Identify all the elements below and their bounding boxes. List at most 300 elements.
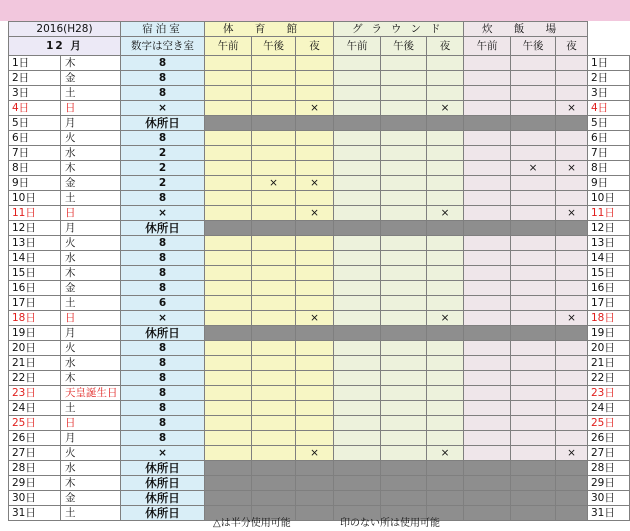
slot-cell <box>334 431 381 446</box>
table-row <box>9 506 630 521</box>
lodging-availability-cell: 8 <box>121 266 205 281</box>
slot-cell <box>296 491 334 506</box>
date-cell-right: 18日 <box>588 311 630 326</box>
lodging-availability-cell: 8 <box>121 416 205 431</box>
slot-cell <box>556 71 588 86</box>
date-cell-right: 25日 <box>588 416 630 431</box>
lodging-availability-cell: 休所日 <box>121 461 205 476</box>
weekday-cell: 火 <box>61 131 121 146</box>
lodging-availability-cell: 2 <box>121 161 205 176</box>
weekday-cell: 火 <box>61 236 121 251</box>
slot-cell <box>334 146 381 161</box>
slot-cell <box>252 296 296 311</box>
slot-cell <box>511 401 556 416</box>
slot-cell <box>511 431 556 446</box>
date-cell-right: 11日 <box>588 206 630 221</box>
slot-cell <box>464 341 511 356</box>
date-cell-right: 9日 <box>588 176 630 191</box>
table-row <box>9 326 630 341</box>
slot-cell <box>511 251 556 266</box>
slot-cell <box>556 326 588 341</box>
slot-cell <box>556 251 588 266</box>
slot-cell <box>252 461 296 476</box>
footer-note-free: 印のない所は使用可能 <box>340 518 440 529</box>
slot-cell <box>252 236 296 251</box>
lodging-availability-cell: × <box>121 446 205 461</box>
slot-cell <box>427 476 464 491</box>
slot-cell <box>334 161 381 176</box>
lodging-title: 宿泊室 <box>121 22 205 37</box>
slot-cell <box>205 146 252 161</box>
weekday-cell: 日 <box>61 416 121 431</box>
slot-cell <box>427 56 464 71</box>
slot-cell <box>427 416 464 431</box>
date-cell-right: 8日 <box>588 161 630 176</box>
slot-cell <box>427 71 464 86</box>
slot-cell <box>464 431 511 446</box>
slot-cell <box>381 116 427 131</box>
slot-cell <box>205 296 252 311</box>
lodging-availability-cell: × <box>121 101 205 116</box>
slot-cell <box>252 326 296 341</box>
slot-cell <box>464 191 511 206</box>
top-band <box>0 0 630 21</box>
date-cell: 18日 <box>9 311 61 326</box>
slot-cell <box>556 191 588 206</box>
slot-cell <box>296 56 334 71</box>
slot-cell <box>381 101 427 116</box>
date-cell: 4日 <box>9 101 61 116</box>
slot-cell <box>556 176 588 191</box>
date-cell: 11日 <box>9 206 61 221</box>
date-cell-right: 23日 <box>588 386 630 401</box>
date-cell: 10日 <box>9 191 61 206</box>
table-row <box>9 311 630 326</box>
table-row <box>9 296 630 311</box>
slot-cell <box>511 296 556 311</box>
table-row <box>9 131 630 146</box>
slot-cell <box>334 491 381 506</box>
blank-corner-2 <box>588 37 630 56</box>
slot-cell <box>464 416 511 431</box>
date-cell-right: 21日 <box>588 356 630 371</box>
ground-night-header: 夜 <box>427 37 464 56</box>
date-cell-right: 13日 <box>588 236 630 251</box>
slot-cell <box>334 341 381 356</box>
date-cell: 13日 <box>9 236 61 251</box>
cooking-pm-header: 午後 <box>511 37 556 56</box>
slot-cell <box>464 281 511 296</box>
slot-cell <box>511 221 556 236</box>
slot-cell <box>464 86 511 101</box>
date-cell-right: 28日 <box>588 461 630 476</box>
date-cell: 23日 <box>9 386 61 401</box>
slot-cell <box>464 71 511 86</box>
slot-cell <box>381 56 427 71</box>
slot-cell <box>334 461 381 476</box>
date-cell: 12日 <box>9 221 61 236</box>
slot-cell <box>252 416 296 431</box>
slot-cell <box>427 176 464 191</box>
slot-cell <box>464 326 511 341</box>
slot-cell <box>334 401 381 416</box>
lodging-availability-cell: 2 <box>121 176 205 191</box>
slot-cell <box>511 116 556 131</box>
slot-cell: × <box>556 311 588 326</box>
weekday-cell: 木 <box>61 266 121 281</box>
slot-cell <box>511 386 556 401</box>
slot-cell <box>334 236 381 251</box>
slot-cell <box>381 176 427 191</box>
slot-cell <box>252 251 296 266</box>
slot-cell <box>511 266 556 281</box>
slot-cell <box>205 56 252 71</box>
slot-cell <box>556 386 588 401</box>
slot-cell <box>252 56 296 71</box>
date-cell: 5日 <box>9 116 61 131</box>
slot-cell <box>381 221 427 236</box>
slot-cell <box>252 131 296 146</box>
slot-cell <box>556 296 588 311</box>
date-cell: 24日 <box>9 401 61 416</box>
date-cell: 9日 <box>9 176 61 191</box>
lodging-availability-cell: 8 <box>121 131 205 146</box>
slot-cell <box>296 221 334 236</box>
slot-cell <box>427 281 464 296</box>
lodging-availability-cell: 8 <box>121 281 205 296</box>
footer-note-half: △は半分使用可能 <box>213 518 291 529</box>
slot-cell <box>205 71 252 86</box>
slot-cell <box>511 176 556 191</box>
date-cell-right: 29日 <box>588 476 630 491</box>
table-row <box>9 206 630 221</box>
slot-cell <box>381 251 427 266</box>
slot-cell <box>427 356 464 371</box>
slot-cell <box>205 161 252 176</box>
slot-cell <box>427 116 464 131</box>
slot-cell <box>296 461 334 476</box>
slot-cell <box>381 491 427 506</box>
weekday-cell: 金 <box>61 71 121 86</box>
slot-cell <box>205 326 252 341</box>
slot-cell <box>252 161 296 176</box>
date-cell-right: 31日 <box>588 506 630 521</box>
weekday-cell: 木 <box>61 161 121 176</box>
lodging-availability-cell: 休所日 <box>121 491 205 506</box>
cooking-am-header: 午前 <box>464 37 511 56</box>
table-row <box>9 101 630 116</box>
slot-cell <box>427 431 464 446</box>
slot-cell <box>334 476 381 491</box>
date-cell: 2日 <box>9 71 61 86</box>
slot-cell <box>252 311 296 326</box>
table-row <box>9 251 630 266</box>
slot-cell <box>511 71 556 86</box>
date-cell: 8日 <box>9 161 61 176</box>
slot-cell <box>556 416 588 431</box>
lodging-note: 数字は空き室 <box>121 37 205 56</box>
slot-cell <box>556 341 588 356</box>
slot-cell: × <box>556 446 588 461</box>
ground-am-header: 午前 <box>334 37 381 56</box>
slot-cell <box>381 191 427 206</box>
table-row <box>9 401 630 416</box>
gym-am-header: 午前 <box>205 37 252 56</box>
slot-cell <box>296 341 334 356</box>
slot-cell <box>511 416 556 431</box>
date-cell-right: 4日 <box>588 101 630 116</box>
table-row <box>9 476 630 491</box>
slot-cell <box>252 86 296 101</box>
slot-cell <box>205 101 252 116</box>
slot-cell <box>464 386 511 401</box>
date-cell: 3日 <box>9 86 61 101</box>
table-row <box>9 221 630 236</box>
slot-cell <box>381 461 427 476</box>
slot-cell <box>205 446 252 461</box>
slot-cell <box>464 371 511 386</box>
slot-cell <box>296 191 334 206</box>
slot-cell <box>511 206 556 221</box>
cooking-night-header: 夜 <box>556 37 588 56</box>
slot-cell <box>334 56 381 71</box>
date-cell-right: 20日 <box>588 341 630 356</box>
table-row <box>9 56 630 71</box>
weekday-cell: 月 <box>61 326 121 341</box>
slot-cell <box>511 461 556 476</box>
slot-cell <box>381 86 427 101</box>
date-cell-right: 5日 <box>588 116 630 131</box>
slot-cell <box>252 221 296 236</box>
slot-cell <box>334 296 381 311</box>
slot-cell <box>205 116 252 131</box>
weekday-cell: 日 <box>61 101 121 116</box>
slot-cell <box>464 206 511 221</box>
date-cell-right: 17日 <box>588 296 630 311</box>
lodging-availability-cell: 休所日 <box>121 476 205 491</box>
slot-cell <box>252 446 296 461</box>
slot-cell <box>556 266 588 281</box>
slot-cell <box>296 86 334 101</box>
slot-cell <box>381 281 427 296</box>
slot-cell <box>464 356 511 371</box>
date-cell-right: 3日 <box>588 86 630 101</box>
date-cell-right: 15日 <box>588 266 630 281</box>
slot-cell <box>205 491 252 506</box>
slot-cell <box>381 296 427 311</box>
slot-cell <box>427 296 464 311</box>
weekday-cell: 月 <box>61 431 121 446</box>
table-row <box>9 356 630 371</box>
slot-cell: × <box>556 161 588 176</box>
slot-cell <box>334 386 381 401</box>
slot-cell: × <box>556 101 588 116</box>
slot-cell <box>427 251 464 266</box>
slot-cell <box>252 191 296 206</box>
header-row-1 <box>9 22 630 37</box>
date-cell-right: 14日 <box>588 251 630 266</box>
slot-cell <box>334 326 381 341</box>
slot-cell <box>556 146 588 161</box>
weekday-cell: 木 <box>61 371 121 386</box>
weekday-cell: 水 <box>61 461 121 476</box>
cooking-area-header: 炊 飯 場 <box>464 22 588 37</box>
slot-cell <box>296 71 334 86</box>
slot-cell <box>511 86 556 101</box>
table-row <box>9 491 630 506</box>
table-row <box>9 281 630 296</box>
table-row <box>9 461 630 476</box>
slot-cell <box>334 131 381 146</box>
slot-cell <box>381 371 427 386</box>
slot-cell <box>381 356 427 371</box>
weekday-cell: 月 <box>61 221 121 236</box>
slot-cell <box>252 101 296 116</box>
slot-cell <box>205 131 252 146</box>
slot-cell <box>464 146 511 161</box>
ground-pm-header: 午後 <box>381 37 427 56</box>
slot-cell <box>252 71 296 86</box>
lodging-availability-cell: 8 <box>121 341 205 356</box>
table-row <box>9 341 630 356</box>
slot-cell <box>427 401 464 416</box>
slot-cell <box>252 476 296 491</box>
weekday-cell: 土 <box>61 401 121 416</box>
date-cell: 27日 <box>9 446 61 461</box>
slot-cell <box>556 431 588 446</box>
slot-cell <box>296 416 334 431</box>
slot-cell <box>296 401 334 416</box>
slot-cell <box>381 341 427 356</box>
lodging-availability-cell: 6 <box>121 296 205 311</box>
date-cell-right: 6日 <box>588 131 630 146</box>
slot-cell <box>252 431 296 446</box>
date-cell-right: 26日 <box>588 431 630 446</box>
slot-cell <box>296 296 334 311</box>
slot-cell <box>464 176 511 191</box>
slot-cell <box>296 506 334 521</box>
date-cell: 30日 <box>9 491 61 506</box>
slot-cell <box>205 86 252 101</box>
slot-cell <box>511 371 556 386</box>
slot-cell <box>464 446 511 461</box>
slot-cell <box>464 116 511 131</box>
slot-cell <box>464 461 511 476</box>
date-cell: 7日 <box>9 146 61 161</box>
slot-cell <box>334 191 381 206</box>
table-row <box>9 86 630 101</box>
slot-cell <box>427 86 464 101</box>
slot-cell <box>511 341 556 356</box>
slot-cell <box>556 476 588 491</box>
slot-cell <box>511 56 556 71</box>
slot-cell <box>205 416 252 431</box>
slot-cell <box>556 371 588 386</box>
slot-cell <box>511 491 556 506</box>
slot-cell <box>381 71 427 86</box>
slot-cell <box>296 326 334 341</box>
weekday-cell: 日 <box>61 206 121 221</box>
slot-cell: × <box>296 311 334 326</box>
slot-cell <box>556 461 588 476</box>
date-cell: 26日 <box>9 431 61 446</box>
slot-cell <box>296 431 334 446</box>
slot-cell <box>464 56 511 71</box>
slot-cell <box>334 266 381 281</box>
weekday-cell: 金 <box>61 491 121 506</box>
date-cell-right: 24日 <box>588 401 630 416</box>
slot-cell <box>427 491 464 506</box>
slot-cell <box>205 401 252 416</box>
slot-cell <box>381 311 427 326</box>
slot-cell <box>296 116 334 131</box>
table-row <box>9 236 630 251</box>
slot-cell <box>464 476 511 491</box>
lodging-availability-cell: 休所日 <box>121 506 205 521</box>
slot-cell <box>334 206 381 221</box>
slot-cell <box>205 251 252 266</box>
slot-cell <box>252 281 296 296</box>
slot-cell <box>381 386 427 401</box>
date-cell: 29日 <box>9 476 61 491</box>
slot-cell <box>334 116 381 131</box>
slot-cell <box>511 101 556 116</box>
slot-cell <box>464 311 511 326</box>
slot-cell <box>464 131 511 146</box>
slot-cell <box>381 416 427 431</box>
table-row <box>9 191 630 206</box>
weekday-cell: 金 <box>61 176 121 191</box>
slot-cell <box>427 461 464 476</box>
slot-cell <box>334 176 381 191</box>
slot-cell <box>427 146 464 161</box>
weekday-cell: 日 <box>61 311 121 326</box>
slot-cell <box>334 86 381 101</box>
table-row <box>9 446 630 461</box>
slot-cell: × <box>296 176 334 191</box>
weekday-cell: 火 <box>61 446 121 461</box>
slot-cell <box>556 506 588 521</box>
lodging-availability-cell: 8 <box>121 401 205 416</box>
weekday-cell: 金 <box>61 281 121 296</box>
slot-cell <box>427 221 464 236</box>
date-cell: 21日 <box>9 356 61 371</box>
slot-cell <box>205 311 252 326</box>
slot-cell <box>381 161 427 176</box>
slot-cell <box>252 116 296 131</box>
slot-cell <box>556 116 588 131</box>
blank-corner <box>588 22 630 37</box>
date-cell-right: 22日 <box>588 371 630 386</box>
slot-cell <box>252 341 296 356</box>
date-cell: 31日 <box>9 506 61 521</box>
gym-pm-header: 午後 <box>252 37 296 56</box>
slot-cell <box>556 86 588 101</box>
weekday-cell: 土 <box>61 506 121 521</box>
slot-cell <box>511 326 556 341</box>
slot-cell <box>252 146 296 161</box>
slot-cell <box>252 356 296 371</box>
slot-cell <box>252 206 296 221</box>
table-row <box>9 161 630 176</box>
slot-cell <box>205 176 252 191</box>
calendar-body <box>9 56 630 521</box>
slot-cell <box>334 251 381 266</box>
slot-cell <box>296 146 334 161</box>
lodging-availability-cell: 8 <box>121 56 205 71</box>
slot-cell <box>205 191 252 206</box>
slot-cell <box>427 236 464 251</box>
